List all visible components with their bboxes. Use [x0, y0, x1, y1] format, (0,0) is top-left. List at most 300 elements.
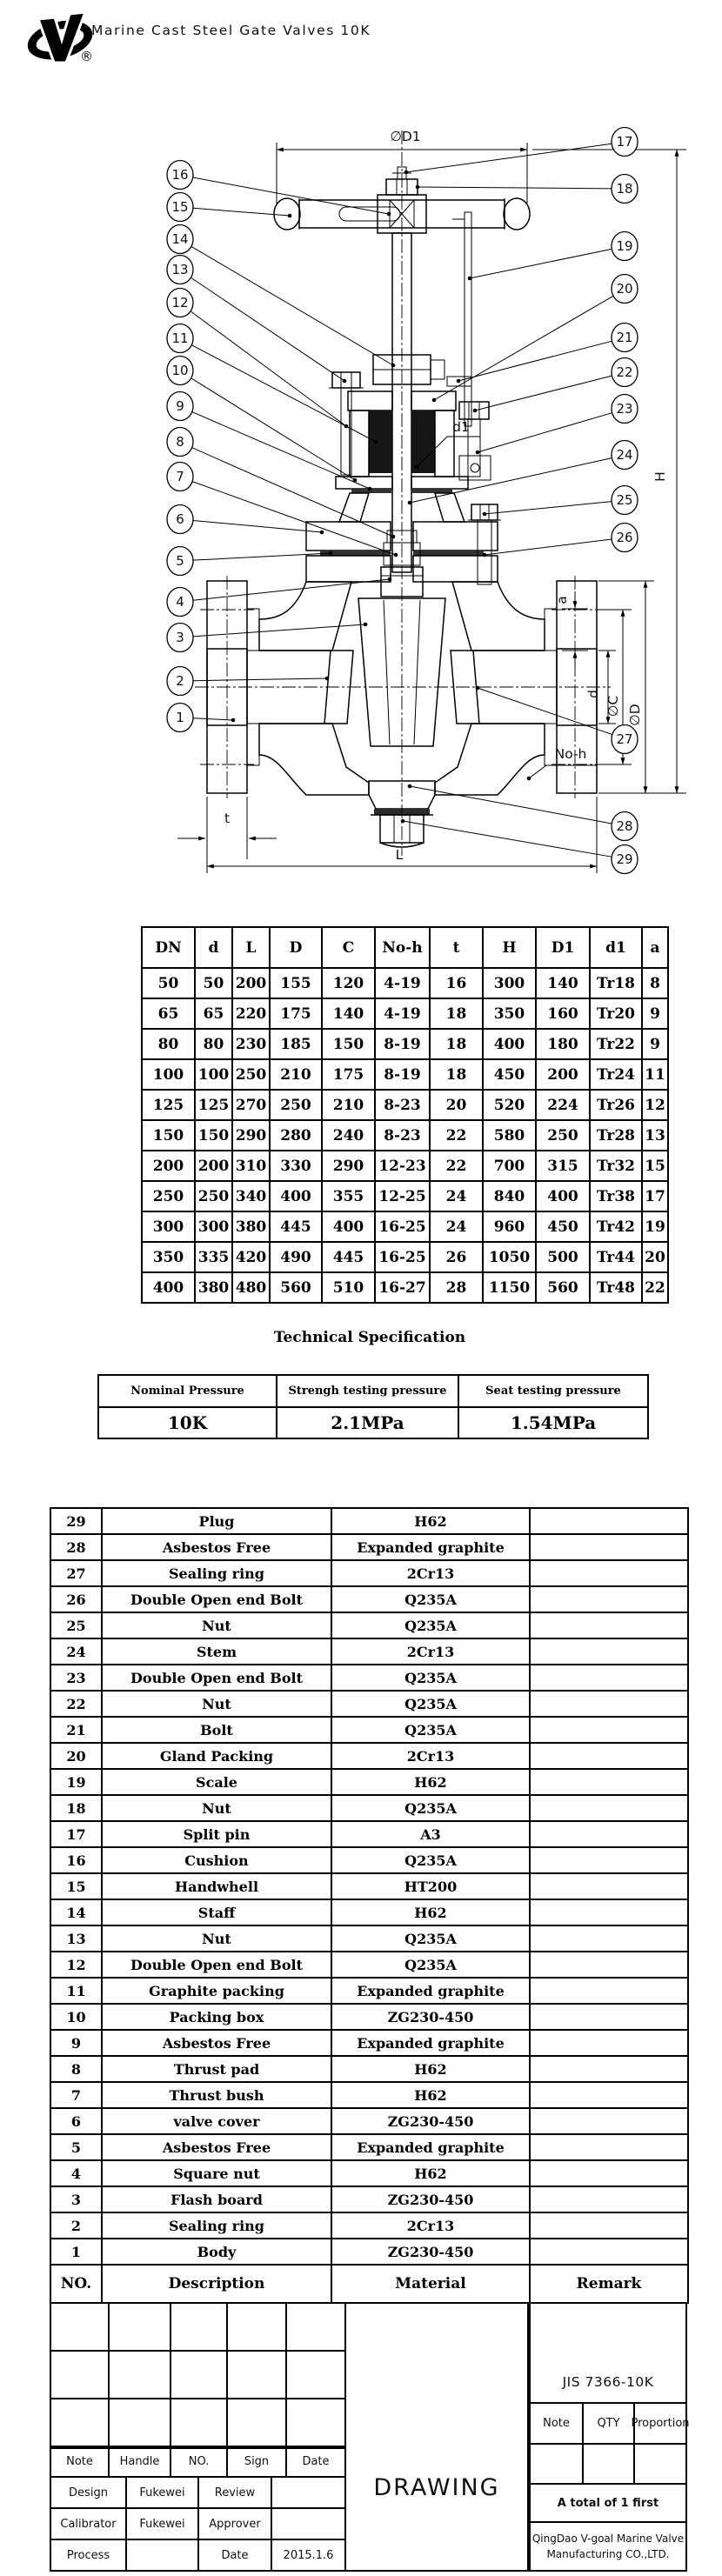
dim-cell: 8-19 — [375, 1059, 430, 1090]
parts-cell: 27 — [50, 1560, 102, 1586]
title-block-empty-cell — [170, 2350, 228, 2399]
parts-cell: 5 — [50, 2134, 102, 2160]
callout-number: 5 — [176, 553, 184, 569]
parts-row — [50, 2082, 688, 2108]
dim-row — [142, 1120, 668, 1151]
parts-cell: Nut — [102, 1795, 331, 1821]
parts-cell: 6 — [50, 2108, 102, 2134]
parts-cell: 2Cr13 — [331, 1743, 530, 1769]
dim-cell: 120 — [322, 968, 375, 998]
dim-cell: 700 — [483, 1151, 536, 1181]
parts-cell — [530, 1873, 688, 1899]
dim-cell: 17 — [642, 1181, 668, 1211]
parts-row — [50, 1795, 688, 1821]
dim-row — [142, 1059, 668, 1090]
parts-cell: 28 — [50, 1534, 102, 1560]
company-line2: Manufacturing CO.,LTD. — [546, 2548, 670, 2560]
dim-cell: 22 — [430, 1151, 483, 1181]
dim-row — [142, 1151, 668, 1181]
dim-label-2: d1 — [452, 419, 470, 435]
dim-header: d — [195, 927, 232, 968]
dim-label-8: t — [224, 811, 231, 826]
parts-header: NO. — [50, 2265, 102, 2303]
callout-10 — [167, 357, 357, 483]
parts-cell: 23 — [50, 1665, 102, 1691]
dim-cell: 65 — [142, 998, 195, 1029]
title-block-empty-cell — [50, 2302, 110, 2352]
dim-cell: 50 — [195, 968, 232, 998]
dim-cell: 450 — [536, 1211, 590, 1242]
parts-cell — [530, 2108, 688, 2134]
dim-cell: 160 — [536, 998, 590, 1029]
callout-number: 17 — [616, 134, 633, 150]
parts-cell: 12 — [50, 1952, 102, 1978]
parts-cell: Q235A — [331, 1795, 530, 1821]
dim-cell: 445 — [270, 1211, 322, 1242]
parts-cell: Q235A — [331, 1952, 530, 1978]
dim-cell: 150 — [142, 1120, 195, 1151]
parts-cell: 22 — [50, 1691, 102, 1717]
dim-cell: 22 — [642, 1272, 668, 1303]
callout-29 — [401, 819, 638, 874]
callout-16 — [167, 161, 391, 217]
dim-cell: 13 — [642, 1120, 668, 1151]
dim-row — [142, 968, 668, 998]
callout-19 — [468, 232, 638, 281]
dim-cell: 560 — [536, 1272, 590, 1303]
parts-cell — [530, 2004, 688, 2030]
parts-header: Remark — [530, 2265, 688, 2303]
parts-cell: Scale — [102, 1769, 331, 1795]
parts-cell: 24 — [50, 1638, 102, 1665]
qty-empty-cell — [529, 2443, 584, 2485]
dim-cell: 1050 — [483, 1242, 536, 1272]
parts-cell: Stem — [102, 1638, 331, 1665]
dim-cell: 9 — [642, 1029, 668, 1059]
dim-cell: 9 — [642, 998, 668, 1029]
dim-cell: 310 — [232, 1151, 270, 1181]
parts-cell: Double Open end Bolt — [102, 1952, 331, 1978]
callout-20 — [432, 275, 638, 403]
parts-cell: H62 — [331, 2056, 530, 2082]
dim-cell: 4-19 — [375, 968, 430, 998]
dim-cell: Tr26 — [590, 1090, 642, 1120]
spec-value: 2.1MPa — [277, 1407, 458, 1438]
title-block-empty-cell — [226, 2302, 287, 2352]
callout-number: 4 — [176, 594, 184, 610]
parts-row — [50, 2030, 688, 2056]
parts-row — [50, 1769, 688, 1795]
callout-number: 10 — [171, 363, 189, 378]
dim-cell: 15 — [642, 1151, 668, 1181]
dim-label-0: ∅D1 — [390, 129, 421, 144]
callout-17 — [404, 128, 638, 175]
callout-number: 27 — [616, 731, 633, 747]
dim-cell: 8-23 — [375, 1090, 430, 1120]
dim-header: L — [232, 927, 270, 968]
spec-value-row — [98, 1407, 648, 1438]
parts-cell — [530, 2056, 688, 2082]
dim-cell: 250 — [270, 1090, 322, 1120]
parts-cell: H62 — [331, 1508, 530, 1534]
dim-cell: 220 — [232, 998, 270, 1029]
parts-row — [50, 1952, 688, 1978]
company-line1: QingDao V-goal Marine Valve — [531, 2533, 685, 2545]
dim-cell: 65 — [195, 998, 232, 1029]
dim-cell: 22 — [430, 1120, 483, 1151]
callout-6 — [167, 505, 324, 535]
dim-row — [142, 1211, 668, 1242]
callout-number: 11 — [171, 330, 189, 346]
dim-cell: 185 — [270, 1029, 322, 1059]
dim-cell: 20 — [430, 1090, 483, 1120]
dim-cell: 350 — [483, 998, 536, 1029]
parts-row — [50, 1925, 688, 1952]
parts-cell — [530, 2212, 688, 2239]
qty-header-proportion: Proportion — [633, 2402, 687, 2445]
sign-col-no: NO. — [170, 2446, 228, 2478]
dim-cell: 400 — [270, 1181, 322, 1211]
dim-cell: 8-19 — [375, 1029, 430, 1059]
dim-cell: 24 — [430, 1181, 483, 1211]
dim-cell: 12 — [642, 1090, 668, 1120]
dim-row — [142, 1029, 668, 1059]
sign-calibrator-name: Fukewei — [125, 2507, 199, 2540]
parts-cell: Sealing ring — [102, 1560, 331, 1586]
parts-row — [50, 2239, 688, 2265]
dim-cell: 240 — [322, 1120, 375, 1151]
spec-value: 1.54MPa — [458, 1407, 648, 1438]
dim-cell: Tr20 — [590, 998, 642, 1029]
dim-cell: Tr24 — [590, 1059, 642, 1090]
sign-process-label: Process — [50, 2539, 127, 2572]
dim-cell: 210 — [270, 1059, 322, 1090]
parts-cell — [530, 1638, 688, 1665]
title-block-empty-cell — [108, 2350, 171, 2399]
dim-cell: 210 — [322, 1090, 375, 1120]
parts-cell: 7 — [50, 2082, 102, 2108]
callout-28 — [408, 784, 638, 841]
callout-number: 29 — [616, 851, 633, 867]
parts-cell — [530, 1743, 688, 1769]
parts-cell — [530, 1508, 688, 1534]
parts-cell: Asbestos Free — [102, 2134, 331, 2160]
parts-cell — [530, 1717, 688, 1743]
callout-number: 15 — [171, 199, 189, 215]
dim-row — [142, 1181, 668, 1211]
parts-row — [50, 1665, 688, 1691]
dim-header: D — [270, 927, 322, 968]
callout-number: 20 — [616, 281, 633, 297]
dim-cell: 340 — [232, 1181, 270, 1211]
dim-cell: 18 — [430, 1059, 483, 1090]
parts-cell: Double Open end Bolt — [102, 1665, 331, 1691]
parts-cell: ZG230-450 — [331, 2186, 530, 2212]
sign-approver-label: Approver — [197, 2507, 272, 2540]
dim-header: a — [642, 927, 668, 968]
dim-header: D1 — [536, 927, 590, 968]
callout-number: 16 — [171, 167, 189, 183]
qty-header-note: Note — [529, 2402, 584, 2445]
drawing-title-cell: DRAWING — [344, 2302, 529, 2572]
dim-cell: 140 — [322, 998, 375, 1029]
parts-row — [50, 1586, 688, 1612]
parts-row — [50, 1743, 688, 1769]
parts-cell: 13 — [50, 1925, 102, 1952]
parts-cell: 2Cr13 — [331, 1560, 530, 1586]
callout-number: 28 — [616, 818, 633, 834]
dim-header: d1 — [590, 927, 642, 968]
dim-label-5: ∅C — [605, 695, 621, 717]
parts-cell: 10 — [50, 2004, 102, 2030]
sign-design-name: Fukewei — [125, 2476, 199, 2509]
parts-cell: Asbestos Free — [102, 2030, 331, 2056]
dim-cell: 400 — [483, 1029, 536, 1059]
standard-cell: JIS 7366-10K — [529, 2302, 687, 2404]
dim-cell: 250 — [142, 1181, 195, 1211]
dim-cell: Tr44 — [590, 1242, 642, 1272]
dim-cell: 250 — [195, 1181, 232, 1211]
sign-design-label: Design — [50, 2476, 127, 2509]
parts-cell: Staff — [102, 1899, 331, 1925]
parts-cell: Q235A — [331, 1925, 530, 1952]
dim-label-3: a — [554, 596, 570, 604]
parts-cell: Nut — [102, 1612, 331, 1638]
parts-cell: 8 — [50, 2056, 102, 2082]
parts-cell — [530, 1560, 688, 1586]
sign-col-note: Note — [50, 2446, 110, 2478]
dim-label-9: L — [395, 847, 404, 863]
dim-cell: 250 — [536, 1120, 590, 1151]
dim-cell: 480 — [232, 1272, 270, 1303]
parts-header-row — [50, 2265, 688, 2303]
parts-cell: 3 — [50, 2186, 102, 2212]
callout-8 — [167, 428, 395, 539]
dim-cell: 490 — [270, 1242, 322, 1272]
parts-cell — [530, 1925, 688, 1952]
dim-cell: 380 — [195, 1272, 232, 1303]
qty-empty-cell — [582, 2443, 635, 2485]
parts-cell: Asbestos Free — [102, 1534, 331, 1560]
callout-number: 9 — [176, 398, 184, 414]
dim-cell: 250 — [232, 1059, 270, 1090]
dim-cell: 26 — [430, 1242, 483, 1272]
dim-row — [142, 998, 668, 1029]
dim-cell: 19 — [642, 1211, 668, 1242]
parts-cell — [530, 2134, 688, 2160]
callout-number: 21 — [616, 330, 633, 345]
parts-cell: H62 — [331, 2082, 530, 2108]
dim-cell: 350 — [142, 1242, 195, 1272]
parts-cell: HT200 — [331, 1873, 530, 1899]
parts-row — [50, 1717, 688, 1743]
valve-drawing — [0, 122, 722, 913]
dim-cell: 420 — [232, 1242, 270, 1272]
callout-number: 2 — [176, 673, 184, 689]
parts-row — [50, 1978, 688, 2004]
parts-cell: 16 — [50, 1847, 102, 1873]
parts-cell: ZG230-450 — [331, 2108, 530, 2134]
parts-cell — [530, 2160, 688, 2186]
parts-cell — [530, 1899, 688, 1925]
parts-row — [50, 2056, 688, 2082]
dim-cell: 18 — [430, 998, 483, 1029]
parts-cell: 9 — [50, 2030, 102, 2056]
dim-cell: 270 — [232, 1090, 270, 1120]
spec-title: Technical Specification — [273, 1329, 466, 1346]
parts-cell: Q235A — [331, 1717, 530, 1743]
parts-cell — [530, 1847, 688, 1873]
spec-header: Strengh testing pressure — [277, 1375, 458, 1407]
parts-cell: 14 — [50, 1899, 102, 1925]
title-block-empty-cell — [285, 2350, 346, 2399]
dim-cell: 125 — [142, 1090, 195, 1120]
parts-cell: 11 — [50, 1978, 102, 2004]
parts-cell: Expanded graphite — [331, 2134, 530, 2160]
parts-row — [50, 1508, 688, 1534]
dim-header: H — [483, 927, 536, 968]
dim-cell: 16 — [430, 968, 483, 998]
callout-24 — [408, 441, 638, 505]
dim-cell: 400 — [142, 1272, 195, 1303]
dim-cell: 8 — [642, 968, 668, 998]
dimension-table — [141, 926, 669, 1304]
parts-row — [50, 1534, 688, 1560]
callout-1 — [167, 704, 235, 732]
parts-row — [50, 1873, 688, 1899]
parts-row — [50, 2108, 688, 2134]
dimension-labels — [224, 129, 668, 863]
parts-header: Description — [102, 2265, 331, 2303]
spec-header: Nominal Pressure — [98, 1375, 277, 1407]
parts-cell: Sealing ring — [102, 2212, 331, 2239]
parts-cell: 20 — [50, 1743, 102, 1769]
dim-cell: 200 — [142, 1151, 195, 1181]
parts-cell: Expanded graphite — [331, 2030, 530, 2056]
dim-cell: 200 — [195, 1151, 232, 1181]
dim-cell: 224 — [536, 1090, 590, 1120]
dim-row — [142, 1242, 668, 1272]
parts-cell: H62 — [331, 1899, 530, 1925]
dim-cell: 125 — [195, 1090, 232, 1120]
parts-cell — [530, 2030, 688, 2056]
callout-number: 1 — [176, 710, 184, 725]
dim-label-7: No-h — [554, 746, 587, 762]
dim-cell: 380 — [232, 1211, 270, 1242]
parts-row — [50, 2186, 688, 2212]
parts-row — [50, 1691, 688, 1717]
callout-number: 13 — [171, 262, 189, 277]
parts-cell: Q235A — [331, 1612, 530, 1638]
dim-cell: 175 — [270, 998, 322, 1029]
title-block-empty-cell — [50, 2398, 110, 2449]
parts-header: Material — [331, 2265, 530, 2303]
parts-cell — [530, 2186, 688, 2212]
dim-cell: 580 — [483, 1120, 536, 1151]
callout-2 — [167, 667, 329, 696]
dim-cell: 16-25 — [375, 1242, 430, 1272]
parts-cell: Thrust pad — [102, 2056, 331, 2082]
total-note-cell: A total of 1 first — [529, 2483, 687, 2523]
dim-cell: 12-23 — [375, 1151, 430, 1181]
sign-date-value: 2015.1.6 — [271, 2539, 346, 2572]
dim-cell: 100 — [195, 1059, 232, 1090]
sign-review-value — [271, 2476, 346, 2509]
parts-cell — [530, 1769, 688, 1795]
dim-cell: 155 — [270, 968, 322, 998]
dim-cell: 400 — [322, 1211, 375, 1242]
registered-mark: ® — [80, 49, 93, 64]
parts-row — [50, 1899, 688, 1925]
callout-25 — [483, 486, 638, 517]
dim-row — [142, 1090, 668, 1120]
title-block-empty-cell — [170, 2302, 228, 2352]
dim-cell: 140 — [536, 968, 590, 998]
dim-header: t — [430, 927, 483, 968]
parts-cell: Thrust bush — [102, 2082, 331, 2108]
parts-cell: Plug — [102, 1508, 331, 1534]
callout-number: 6 — [176, 511, 184, 527]
parts-row — [50, 1821, 688, 1847]
title-block-empty-cell — [285, 2302, 346, 2352]
callout-number: 14 — [171, 231, 189, 247]
parts-cell: 2Cr13 — [331, 2212, 530, 2239]
dim-label-4: d — [585, 690, 601, 698]
parts-cell: 2 — [50, 2212, 102, 2239]
parts-cell: Graphite packing — [102, 1978, 331, 2004]
callout-number: 12 — [171, 295, 189, 310]
parts-cell: 17 — [50, 1821, 102, 1847]
dim-cell: 500 — [536, 1242, 590, 1272]
callout-14 — [167, 225, 395, 368]
callout-number: 8 — [176, 434, 184, 450]
callout-number: 22 — [616, 364, 633, 380]
dim-cell: Tr48 — [590, 1272, 642, 1303]
dim-row — [142, 1272, 668, 1303]
parts-row — [50, 1847, 688, 1873]
centerlines — [195, 130, 611, 856]
parts-cell — [530, 2239, 688, 2265]
page-title: Marine Cast Steel Gate Valves 10K — [91, 23, 371, 38]
parts-cell — [530, 1952, 688, 1978]
dim-cell: 280 — [270, 1120, 322, 1151]
parts-cell — [530, 1612, 688, 1638]
company-cell — [529, 2521, 687, 2572]
callout-4 — [167, 577, 391, 617]
dim-cell: 16-27 — [375, 1272, 430, 1303]
callout-21 — [457, 324, 638, 384]
dim-cell: 16-25 — [375, 1211, 430, 1242]
parts-cell: Body — [102, 2239, 331, 2265]
parts-cell: Gland Packing — [102, 1743, 331, 1769]
sign-approver-value — [271, 2507, 346, 2540]
parts-cell: 15 — [50, 1873, 102, 1899]
callout-number: 7 — [176, 469, 184, 484]
dim-cell: 335 — [195, 1242, 232, 1272]
parts-cell — [530, 2082, 688, 2108]
parts-cell: Expanded graphite — [331, 1978, 530, 2004]
dim-cell: 12-25 — [375, 1181, 430, 1211]
dim-label-1: H — [652, 471, 668, 482]
dim-cell: Tr32 — [590, 1151, 642, 1181]
dim-cell: 1150 — [483, 1272, 536, 1303]
parts-cell: 4 — [50, 2160, 102, 2186]
dim-cell: 8-23 — [375, 1120, 430, 1151]
parts-cell: Split pin — [102, 1821, 331, 1847]
dim-cell: 4-19 — [375, 998, 430, 1029]
title-block-empty-cell — [226, 2398, 287, 2449]
dim-cell: 50 — [142, 968, 195, 998]
